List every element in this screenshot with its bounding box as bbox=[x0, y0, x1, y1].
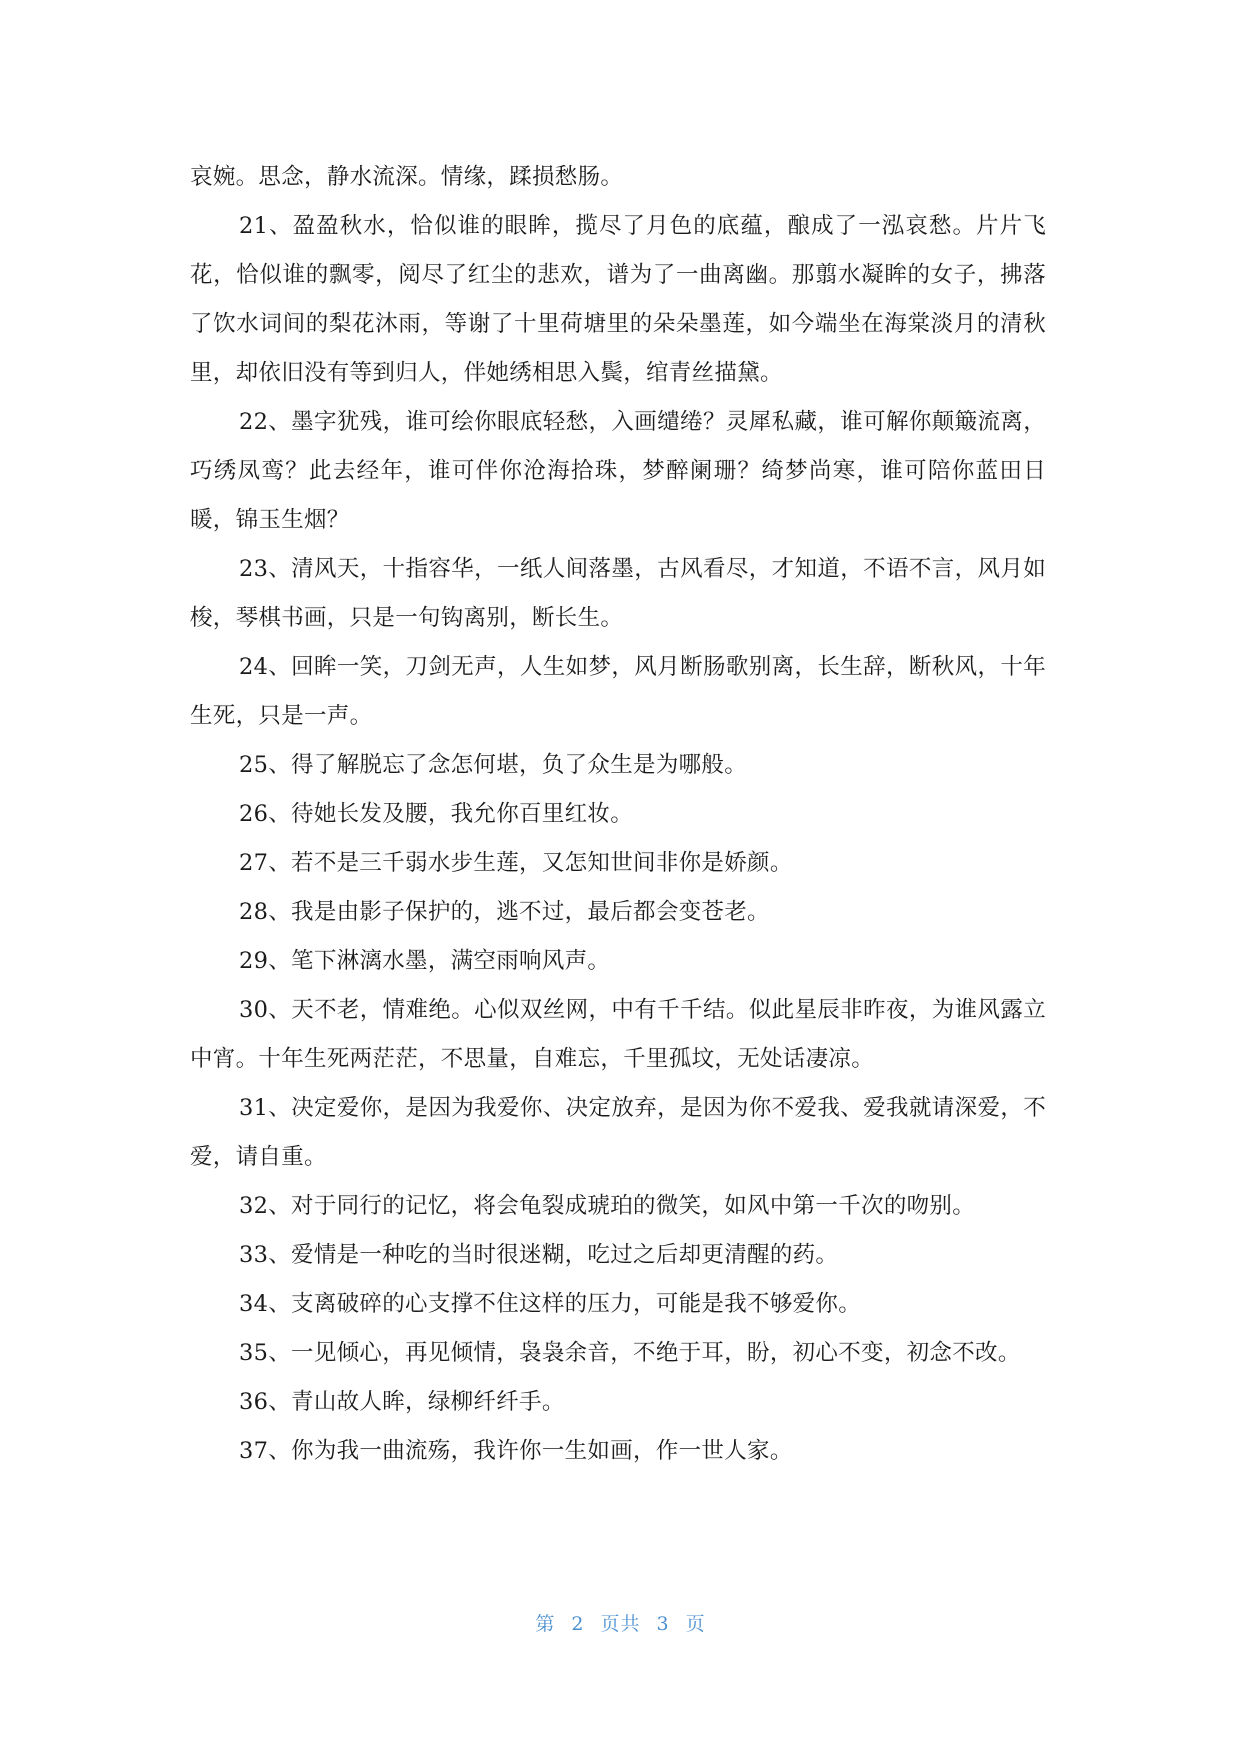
paragraph: 23、清风天，十指容华，一纸人间落墨，古风看尽，才知道，不语不言，风月如梭，琴棋书画，只是一句钩离别，断长生。 bbox=[190, 556, 1046, 631]
paragraph: 21、盈盈秋水，恰似谁的眼眸，揽尽了月色的底蕴，酿成了一泓哀愁。片片飞花，恰似谁的飘零，阅尽了红尘的悲欢，谱为了一曲离幽。那翦水凝眸的女子，拂落了饮水词间的梨花沐雨，等谢了十里荷塘里的朵朵墨莲，如今端坐在海棠淡月的清秋里，却依旧没有等到归人，伴她绣相思入鬓，绾青丝描黛。 bbox=[190, 213, 1046, 386]
footer-prefix: 第 bbox=[535, 1613, 556, 1635]
footer-suffix: 页 bbox=[685, 1613, 706, 1635]
paragraph: 22、墨字犹残，谁可绘你眼底轻愁，入画缱绻？灵犀私藏，谁可解你颠簸流离，巧绣凤鸾？此去经年，谁可伴你沧海拾珠，梦醉阑珊？绮梦尚寒，谁可陪你蓝田日暖，锦玉生烟？ bbox=[190, 409, 1046, 533]
paragraph: 32、对于同行的记忆，将会龟裂成琥珀的微笑，如风中第一千次的吻别。 bbox=[239, 1193, 976, 1219]
paragraph: 29、笔下淋漓水墨，满空雨响风声。 bbox=[239, 948, 611, 974]
paragraph: 26、待她长发及腰，我允你百里红妆。 bbox=[239, 801, 634, 827]
paragraph: 37、你为我一曲流殇，我许你一生如画，作一世人家。 bbox=[239, 1438, 793, 1464]
footer-middle: 页共 bbox=[600, 1613, 641, 1635]
paragraph: 34、支离破碎的心支撑不住这样的压力，可能是我不够爱你。 bbox=[239, 1291, 862, 1317]
paragraph: 28、我是由影子保护的，逃不过，最后都会变苍老。 bbox=[239, 899, 770, 925]
paragraph: 35、一见倾心，再见倾情，袅袅余音，不绝于耳，盼，初心不变，初念不改。 bbox=[239, 1340, 1021, 1366]
paragraph: 25、得了解脱忘了念怎何堪，负了众生是为哪般。 bbox=[239, 752, 748, 778]
footer-current-page: 2 bbox=[571, 1613, 585, 1635]
paragraph: 27、若不是三千弱水步生莲，又怎知世间非你是娇颜。 bbox=[239, 850, 793, 876]
footer-total-pages: 3 bbox=[656, 1613, 670, 1635]
paragraph: 哀婉。思念，静水流深。情缘，蹂损愁肠。 bbox=[190, 164, 624, 190]
page-footer bbox=[0, 1610, 1241, 1638]
paragraph: 24、回眸一笑，刀剑无声，人生如梦，风月断肠歌别离，长生辞，断秋风，十年生死，只是一声。 bbox=[190, 654, 1046, 729]
paragraph: 33、爱情是一种吃的当时很迷糊，吃过之后却更清醒的药。 bbox=[239, 1242, 839, 1268]
paragraph: 36、青山故人眸，绿柳纤纤手。 bbox=[239, 1389, 565, 1415]
paragraph: 31、决定爱你，是因为我爱你、决定放弃，是因为你不爱我、爱我就请深爱，不爱，请自重。 bbox=[190, 1095, 1046, 1170]
paragraph: 30、天不老，情难绝。心似双丝网，中有千千结。似此星辰非昨夜，为谁风露立中宵。十年生死两茫茫，不思量，自难忘，千里孤坟，无处话凄凉。 bbox=[190, 997, 1046, 1072]
document-body bbox=[190, 153, 1046, 1476]
